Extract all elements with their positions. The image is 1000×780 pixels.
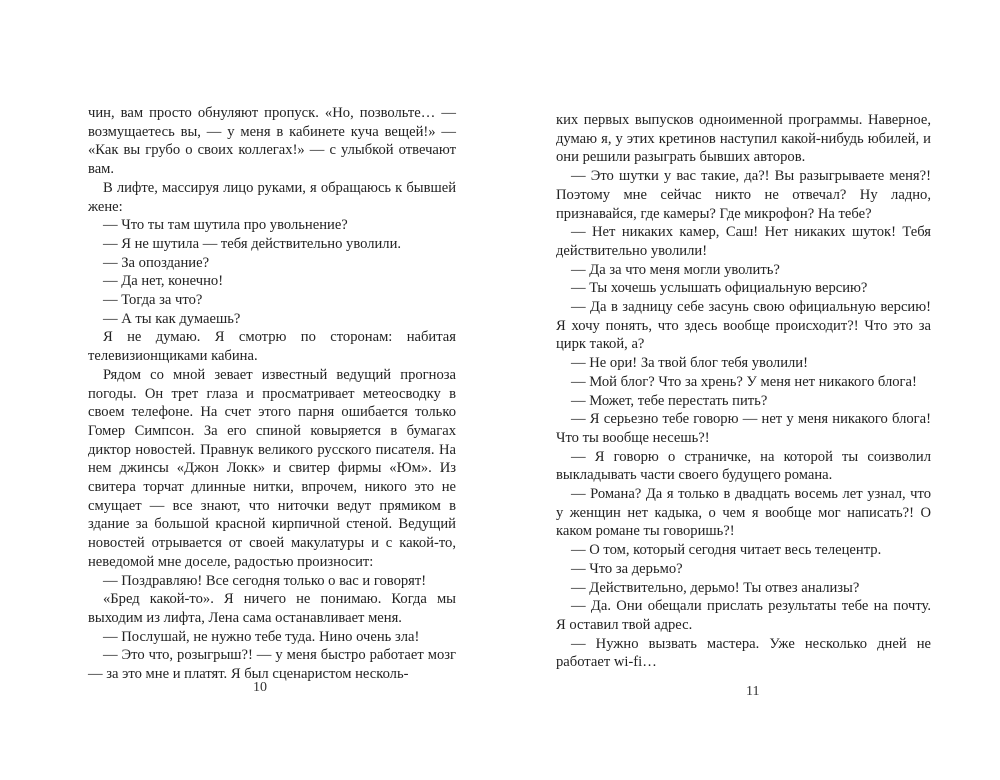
page-number: 11 [746,684,760,699]
paragraph: — Действительно, дерьмо! Ты отвез анализы? [571,579,860,596]
paragraph: — За опоздание? [103,254,210,271]
paragraph: — Поздравляю! Все сегодня только о вас и говорят! [103,572,427,589]
paragraph: — Да нет, конечно! [103,273,224,290]
paragraph: — Что ты там шутила про увольнение? [103,217,348,234]
paragraph: — Что за дерьмо? [571,560,683,577]
right-page-text [556,111,931,672]
paragraph: — Я говорю о страничке, на которой ты соизволил выкладывать части своего будущего романа. [556,448,931,484]
paragraph: В лифте, массируя лицо руками, я обращаюсь к бывшей жене: [88,179,456,215]
paragraph: — А ты как думаешь? [103,310,241,327]
right-page [500,0,1000,780]
paragraph: Я не думаю. Я смотрю по сторонам: набитая телевизионщиками кабина. [88,329,456,365]
left-page-text [88,104,456,684]
paragraph: — Я не шутила — тебя действительно уволили. [103,235,402,252]
paragraph: чин, вам просто обнуляют пропуск. «Но, позвольте… — возмущаетесь вы, — у меня в кабинете куча вещей!» — «Как вы грубо о своих коллегах!» — с улыбкой отвечают вам. [88,105,456,178]
paragraph: — Нет никаких камер, Саш! Нет никаких шуток! Тебя действительно уволили! [556,224,931,259]
paragraph: — Тогда за что? [103,292,203,309]
paragraph: — Да. Они обещали прислать результаты тебе на почту. Я оставил твой адрес. [556,598,931,633]
paragraph: — Ты хочешь услышать официальную версию? [571,280,868,297]
paragraph: — О том, который сегодня читает весь телецентр. [571,542,882,559]
paragraph: — Не ори! За твой блог тебя уволили! [571,355,808,372]
paragraph: — Может, тебе перестать пить? [571,392,768,409]
paragraph: — Это шутки у вас такие, да?! Вы разыгрываете меня?! Поэтому мне сейчас никто не отвечал? Ну ладно, признавайся, где камеры? Где микрофон? На тебе? [556,168,931,222]
page-number: 10 [253,680,267,695]
paragraph: — Я серьезно тебе говорю — нет у меня никакого блога! Что ты вообще несешь?! [556,411,931,446]
paragraph: — Романа? Да я только в двадцать восемь лет узнал, что у женщин нет кадыка, о чем я вообще мог написать?! О каком романе ты говоришь?! [556,486,931,540]
paragraph: — Да за что меня могли уволить? [571,261,780,278]
paragraph: — Послушай, не нужно тебе туда. Нино очень зла! [103,628,420,645]
paragraph: — Нужно вызвать мастера. Уже несколько дней не работает wi-fi… [556,635,931,671]
paragraph: «Бред какой-то». Я ничего не понимаю. Когда мы выходим из лифта, Лена сама останавливает меня. [88,591,456,626]
paragraph: — Это что, розыгрыш?! — у меня быстро работает мозг — за это мне и платят. Я был сценаристом несколь- [88,647,456,683]
paragraph: — Мой блог? Что за хрень? У меня нет никакого блога! [571,373,917,390]
paragraph: ких первых выпусков одноименной программы. Наверное, думаю я, у этих кретинов наступил какой-нибудь юбилей, и они решили разыграть бывших авторов. [556,112,931,166]
paragraph: Рядом со мной зевает известный ведущий прогноза погоды. Он трет глаза и просматривает метеосводку в своем телефоне. На счет этого парня ошибается только Гомер Симпсон. За его спиной ковыряется в бумагах диктор новостей. Правнук великого русского писателя. На нем джинсы «Джон Локк» и свитер фирмы «Юм». Из свитера торчат длинные нитки, впрочем, никого это не смущает — все знают, что ниточки ведут прямиком в здание за большой красной кирпичной стеной. Ведущий новостей отрывается от своей макулатуры и с какой-то, неведомой мне доселе, радостью произносит: [88,366,456,570]
paragraph: — Да в задницу себе засунь свою официальную версию! Я хочу понять, что здесь вообще происходит?! Что это за цирк такой, а? [556,299,931,353]
